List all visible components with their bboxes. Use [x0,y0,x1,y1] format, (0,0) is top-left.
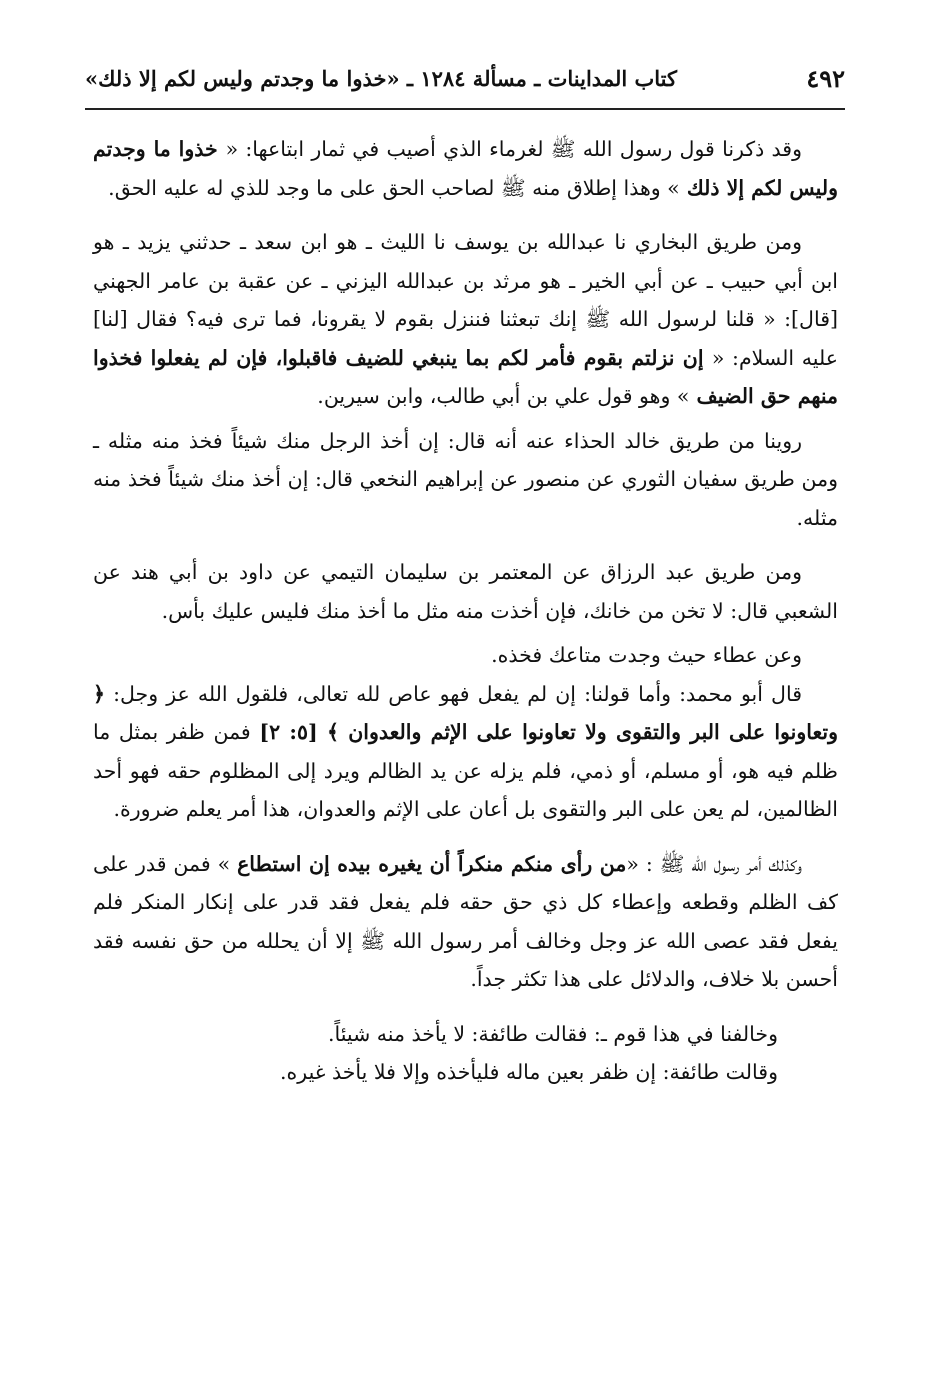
paragraph-text: » وهذا إطلاق منه ﷺ لصاحب الحق على ما وجد للذي له عليه الحق. [108,175,680,200]
closing-line: وقالت طائفة: إن ظفر بعين ماله فليأخذه وإلا فلا يأخذ غيره. [280,1060,778,1084]
paragraph-text: وقد ذكرنا قول رسول الله ﷺ لغرماء الذي أصيب في ثمار ابتاعها: « [225,137,802,161]
running-title: كتاب المداينات ـ مسألة ١٢٨٤ ـ «خذوا ما وجدتم وليس لكم إلا ذلك» [85,66,678,91]
paragraph [93,223,838,416]
closing-line: وخالفنا في هذا قوم ـ: فقالت طائفة: لا يأخذ منه شيئاً. [327,1021,778,1046]
paragraph-text: فمن ظفر بمثل ما ظلم فيه هو، أو مسلم، أو ذمي، فلم يزله عن يد الظالم ويرد إلى المظلوم حقه فهو أحد الظالمين، لم يعن على البر والتقوى بل أعان على الإثم والعدوان، هذا أمر يعلم ضرورة. [93,720,838,821]
body-text [93,130,838,1092]
paragraph-text: » فمن قدر على كف الظلم وقطعه وإعطاء كل ذي حق حقه فلم يفعل فقد قدر على إنكار المنكر فلم يفعل فقد عصى الله عز وجل وخالف أمر رسول الله ﷺ إلا أن يحلله من حق نفسه فقد أحسن بلا خلاف، والدلائل على هذا تكثر جداً. [93,851,838,991]
page-number: ٤٩٢ [806,64,845,93]
paragraph [93,553,838,630]
paragraph-text: وعن عطاء حيث وجدت متاعك فخذه. [491,643,802,667]
hadith-quote: خذوا ما وجدتم وليس لكم إلا ذلك [93,137,838,200]
page-header [85,60,845,100]
paragraph [93,636,838,675]
paragraph-text: روينا من طريق خالد الحذاء عنه أنه قال: إن أخذ الرجل منك شيئاً فخذ منه مثله ـ ومن طريق سفيان الثوري عن منصور عن إبراهيم النخعي قال: إن أخذ منك شيئاً فخذ منه مثله. [93,428,838,530]
paragraph [93,675,838,829]
paragraph [93,130,838,207]
hadith-quote: من رأى منكم منكراً أن يغيره بيده إن استطاع [237,851,627,876]
paragraph [93,845,838,999]
paragraph-text: وكذلك أمر رسول الله ﷺ : « [626,851,802,876]
hadith-quote: إن نزلتم بقوم فأمر لكم بما ينبغي للضيف فاقبلوا، فإن لم يفعلوا فخذوا منهم حق الضيف [93,345,838,408]
paragraph [93,422,838,538]
paragraph-text: » وهو قول علي بن أبي طالب، وابن سيرين. [317,384,690,408]
paragraph-text: ومن طريق البخاري نا عبدالله بن يوسف نا الليث ـ هو ابن سعد ـ حدثني يزيد ـ هو ابن أبي حبيب ـ عن أبي الخير ـ هو مرثد بن عبدالله اليزني ـ عن عقبة بن عامر الجهني [قال]: « قلنا لرسول الله ﷺ إنك تبعثنا فننزل بقوم لا يقرونا، فما ترى فيه؟ فقال [لنا] عليه السلام: « [93,230,838,370]
quran-verse: ﴿ وتعاونوا على البر والتقوى ولا تعاونوا على الإثم والعدوان ﴾ [٥: ٢] [93,681,838,744]
header-divider [85,108,845,110]
paragraph-text: ومن طريق عبد الرزاق عن المعتمر بن سليمان التيمي عن داود بن أبي هند عن الشعبي قال: لا تخن من خانك، فإن أخذت منه مثل ما أخذ منك فليس عليك بأس. [93,560,838,623]
paragraph-text: قال أبو محمد: وأما قولنا: إن لم يفعل فهو عاص لله تعالى، فلقول الله عز وجل: [105,681,802,706]
